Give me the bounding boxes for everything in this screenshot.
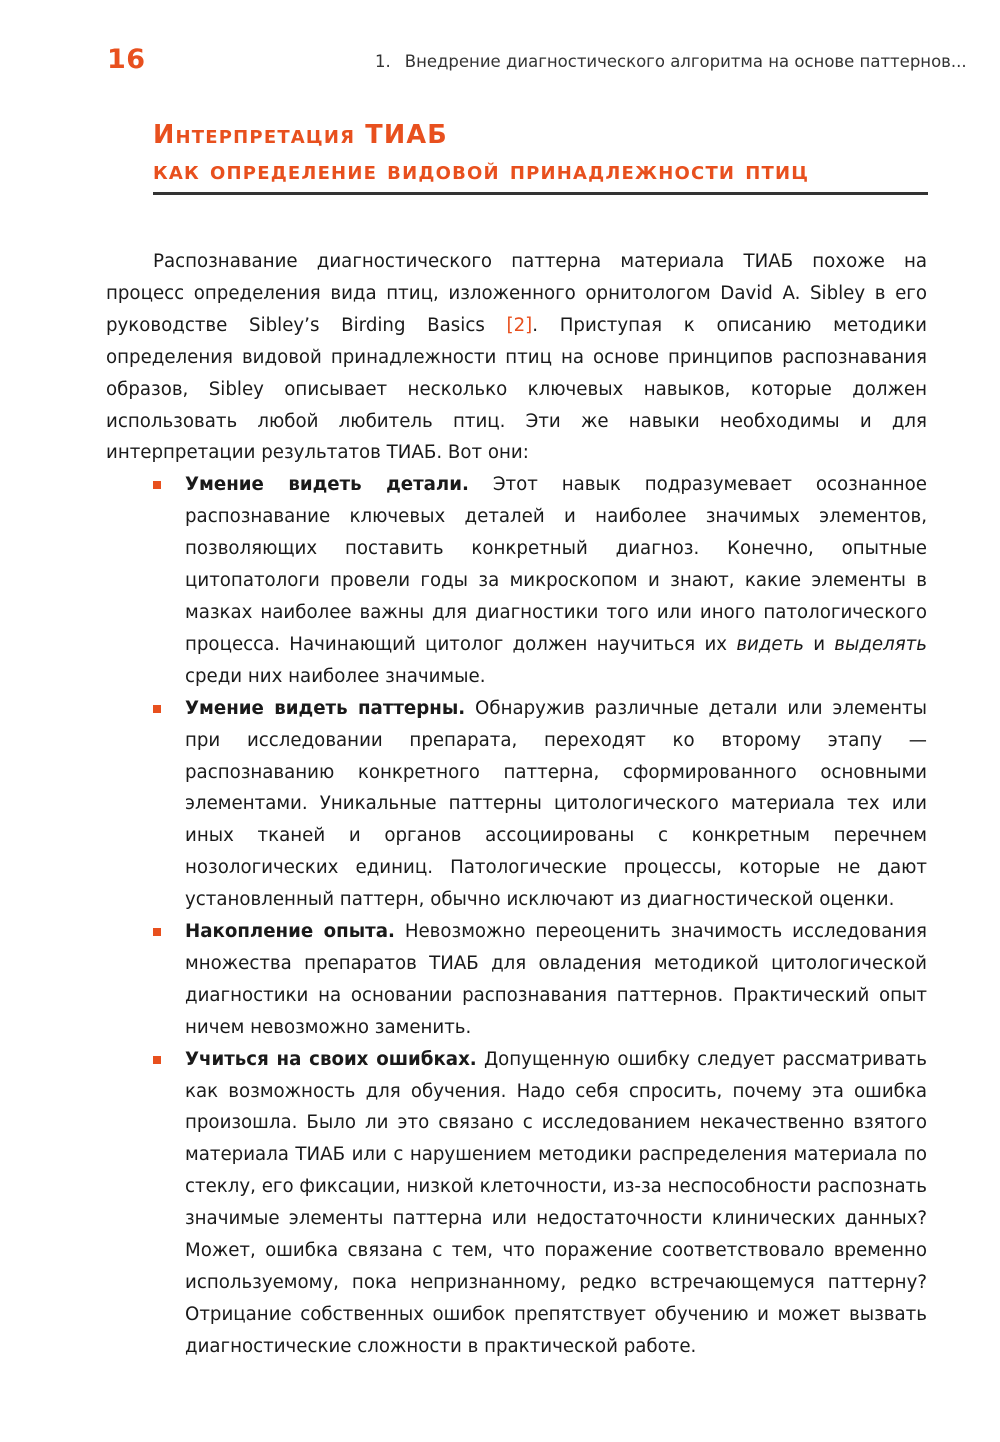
list-item-text: Невозможно переоценить значимость исследования множества препаратов ТИАБ для овладения методикой цитологической диагностики на основании распознавания паттернов. Практический опыт ничем невозможно заменить. xyxy=(185,921,928,1038)
square-bullet-icon xyxy=(153,705,161,713)
list-item-text: Этот навык подразумевает осознанное распознавание ключевых деталей и наиболее значимых элементов, позволяющих поставить конкретный диагноз. Конечно, опытные цитопатологи провели годы за микроскопом и знают, какие элементы в мазках наиболее важны для диагностики того или иного патологического процесса. Начинающий цитолог должен научиться их xyxy=(185,474,927,655)
section-title xyxy=(153,117,933,189)
body-text xyxy=(106,246,927,1363)
list-item-emphasis: видеть xyxy=(736,633,804,655)
chapter-number: 1. xyxy=(375,52,391,71)
skills-list xyxy=(106,469,927,1362)
section-title-line-2: как определение видовой принадлежности птиц xyxy=(153,156,810,186)
list-item-lead: Накопление опыта. xyxy=(185,921,395,943)
running-head xyxy=(375,52,967,71)
list-item xyxy=(106,1044,927,1363)
intro-text-start: Распознавание диагностического паттерна материала ТИАБ похоже на процесс определения вида птиц, изложенного орнитологом David A. Sibley в его руководстве Sibley’s Birding Basics xyxy=(106,251,927,336)
square-bullet-icon xyxy=(153,481,161,489)
square-bullet-icon xyxy=(153,928,161,936)
list-item xyxy=(106,469,927,692)
page-number: 16 xyxy=(107,44,146,75)
list-item-text: Обнаружив различные детали или элементы при исследовании препарата, переходят ко второму этапу — распознаванию конкретного паттерна, сформированного основными элементами. Уникальные паттерны цитологического материала тех или иных тканей и органов ассоциированы с конкретным перечнем нозологических единиц. Патологические процессы, которые не дают установленный паттерн, обычно исключают из диагностической оценки. xyxy=(185,697,927,911)
section-title-line-1: Интерпретация ТИАБ xyxy=(153,120,448,150)
list-item-text: Допущенную ошибку следует рассматривать как возможность для обучения. Надо себя спросить, почему эта ошибка произошла. Было ли это связано с исследованием некачественно взятого материала ТИАБ или с нарушением методики распределения материала по стеклу, его фиксации, низкой клеточности, из-за неспособности распознать значимые элементы паттерна или недостаточности клинических данных? Может, ошибка связана с тем, что поражение соответствовало временно используемому, пока непризнанному, редко встречающемуся паттерну? Отрицание собственных ошибок препятствует обучению и может вызвать диагностические сложности в практической работе. xyxy=(185,1048,927,1357)
square-bullet-icon xyxy=(153,1056,161,1064)
list-item-text: и xyxy=(803,633,835,655)
list-item-emphasis: выделять xyxy=(834,633,927,655)
list-item xyxy=(106,916,927,1044)
citation-link[interactable]: [2] xyxy=(506,314,533,336)
list-item xyxy=(106,693,927,916)
title-divider xyxy=(153,192,928,195)
intro-text-end: . Приступая к описанию методики определения видовой принадлежности птиц на основе принципов распознавания образов, Sibley описывает несколько ключевых навыков, которые должен использовать любой любитель птиц. Эти же навыки необходимы и для интерпретации результатов ТИАБ. Вот они: xyxy=(106,314,928,464)
chapter-title: Внедрение диагностического алгоритма на основе паттернов... xyxy=(404,52,967,71)
list-item-text: среди них наиболее значимые. xyxy=(185,665,486,687)
intro-paragraph xyxy=(106,246,927,469)
list-item-lead: Умение видеть детали. xyxy=(185,474,469,496)
list-item-lead: Учиться на своих ошибках. xyxy=(185,1048,477,1070)
list-item-lead: Умение видеть паттерны. xyxy=(185,697,466,719)
